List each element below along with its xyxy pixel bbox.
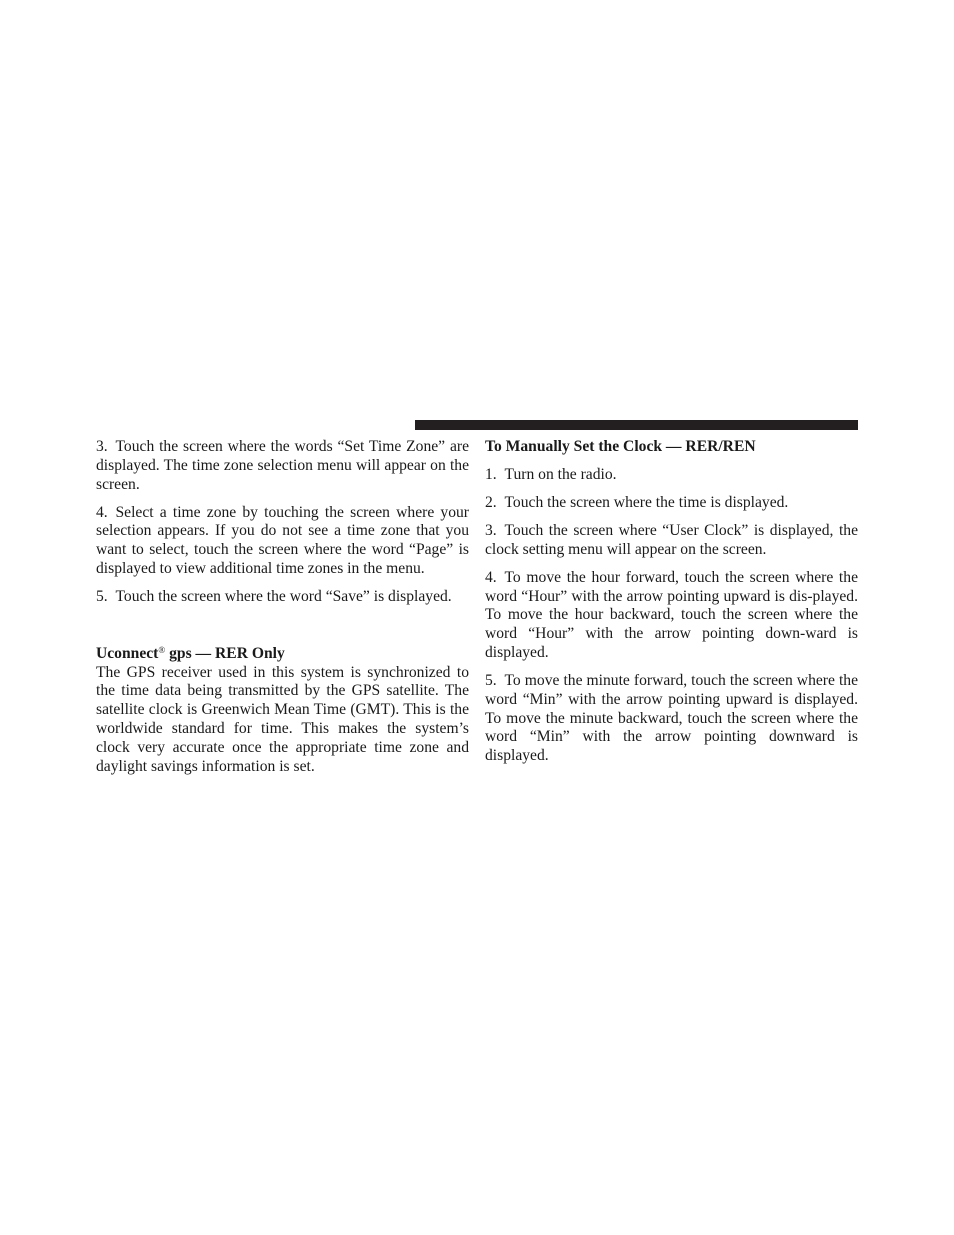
right-column — [485, 438, 858, 775]
section-heading-uconnect-gps — [96, 645, 469, 664]
step-5-save: 5. Touch the screen where the word “Save” is displayed. — [96, 587, 452, 605]
heading-rest: gps — RER Only — [165, 644, 285, 662]
heading-brand: Uconnect — [96, 644, 159, 662]
step-1-turn-on-radio: 1. Turn on the radio. — [485, 465, 617, 483]
header-rule — [415, 420, 858, 430]
step-3-user-clock: 3. Touch the screen where “User Clock” is displayed, the clock setting menu will appear on the screen. — [485, 521, 858, 558]
step-2-touch-time: 2. Touch the screen where the time is displayed. — [485, 493, 789, 511]
step-4-select-time-zone: 4. Select a time zone by touching the screen where your selection appears. If you do not see a time zone that you want to select, touch the screen where the word “Page” is displayed to view additional time zones in the menu. — [96, 503, 469, 577]
registered-mark: ® — [158, 644, 166, 655]
left-column — [96, 438, 469, 776]
section-heading-manual-clock: To Manually Set the Clock — RER/REN — [485, 438, 756, 455]
step-4-hour: 4. To move the hour forward, touch the screen where the word “Hour” with the arrow pointing upward is dis-played. To move the hour backward, touch the screen where the word “Hour” with the arrow pointing down-ward is displayed. — [485, 568, 858, 661]
gps-description: The GPS receiver used in this system is synchronized to the time data being transmitted by the GPS satellite. The satellite clock is Greenwich Mean Time (GMT). This is the worldwide standard for time. This makes the system’s clock very accurate once the appropriate time zone and daylight savings information is set. — [96, 663, 469, 775]
step-5-min: 5. To move the minute forward, touch the screen where the word “Min” with the arrow pointing upward is displayed. To move the minute backward, touch the screen where the word “Min” with the arrow pointing downward is displayed. — [485, 671, 858, 765]
step-3-set-time-zone: 3. Touch the screen where the words “Set Time Zone” are displayed. The time zone selection menu will appear on the screen. — [96, 438, 469, 493]
